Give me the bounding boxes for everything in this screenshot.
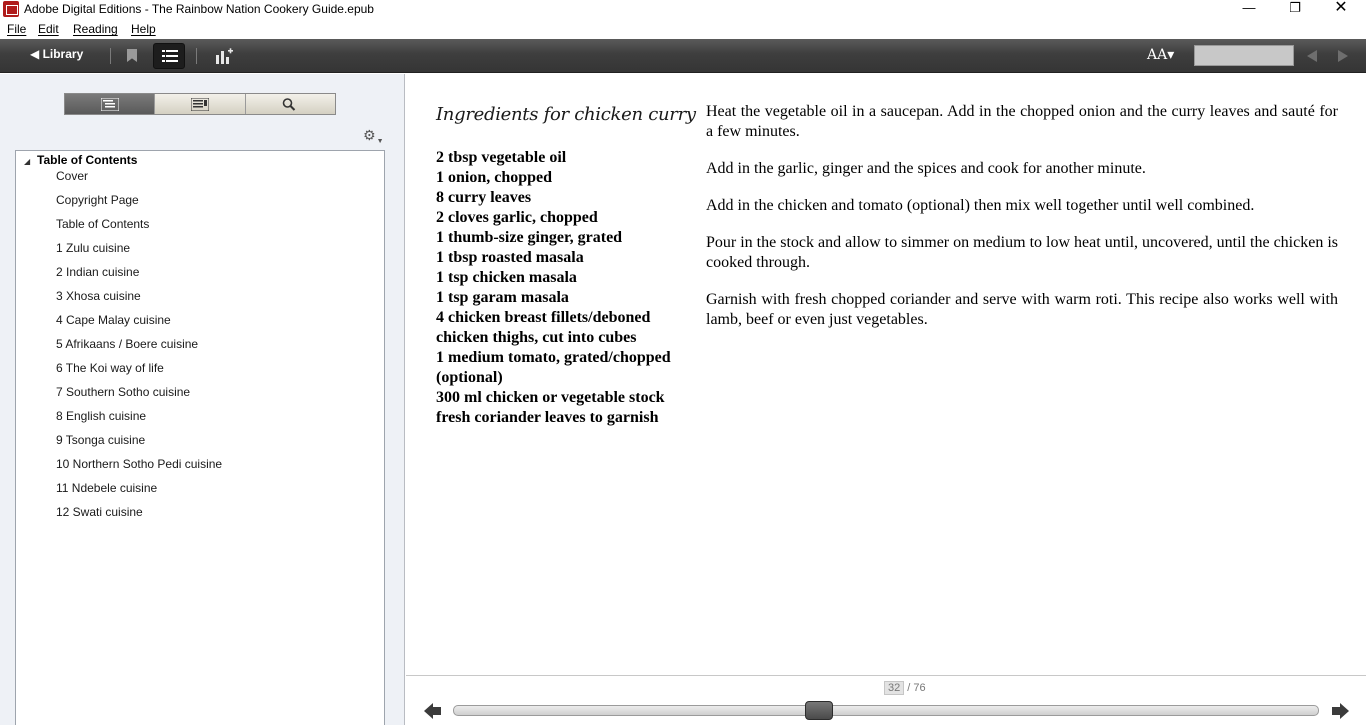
toc-item[interactable]: Table of Contents bbox=[56, 217, 150, 231]
ingredient-item: 1 tsp garam masala bbox=[436, 289, 569, 306]
search-icon bbox=[282, 98, 296, 111]
toc-item[interactable]: 5 Afrikaans / Boere cuisine bbox=[56, 337, 199, 351]
toc-item[interactable]: 4 Cape Malay cuisine bbox=[56, 313, 171, 327]
method-text bbox=[706, 102, 1338, 347]
ingredient-item: fresh coriander leaves to garnish bbox=[436, 409, 659, 426]
page-separator: / bbox=[904, 682, 914, 694]
toc-view-icon bbox=[101, 98, 119, 111]
toc-item[interactable]: 2 Indian cuisine bbox=[56, 265, 140, 279]
ingredient-item: 1 medium tomato, grated/chopped (optional) bbox=[436, 349, 671, 386]
toc-item[interactable]: Copyright Page bbox=[56, 193, 139, 207]
menu-edit[interactable]: Edit bbox=[38, 22, 59, 36]
next-page-arrow-icon[interactable] bbox=[1331, 703, 1349, 719]
next-page-icon[interactable] bbox=[1338, 50, 1348, 62]
menu-bar bbox=[0, 20, 1366, 39]
menu-file[interactable]: File bbox=[7, 22, 27, 36]
sidebar-view-tabs bbox=[64, 93, 336, 115]
ingredients-heading: Ingredients for chicken curry bbox=[436, 104, 696, 125]
minimize-button[interactable]: — bbox=[1242, 0, 1256, 15]
window-title: Adobe Digital Editions - The Rainbow Nation Cookery Guide.epub bbox=[24, 2, 374, 16]
list-icon bbox=[162, 50, 178, 62]
ingredient-item: 2 tbsp vegetable oil bbox=[436, 149, 567, 166]
total-pages: 76 bbox=[913, 682, 926, 694]
chevron-down-icon: ▼ bbox=[376, 138, 384, 145]
method-paragraph: Add in the garlic, ginger and the spices and cook for another minute. bbox=[706, 160, 1146, 177]
toc-toggle-button[interactable] bbox=[153, 43, 185, 69]
toc-item[interactable]: 10 Northern Sotho Pedi cuisine bbox=[56, 457, 223, 471]
bookmarks-view-icon bbox=[191, 98, 209, 111]
ingredient-item: 1 thumb-size ginger, grated bbox=[436, 229, 623, 246]
toc-item[interactable]: 7 Southern Sotho cuisine bbox=[56, 385, 191, 399]
ingredient-item: 1 tsp chicken masala bbox=[436, 269, 577, 286]
toc-root-item[interactable]: Table of Contents bbox=[37, 153, 138, 167]
bookmark-icon[interactable] bbox=[127, 49, 137, 62]
sidebar-settings-button[interactable] bbox=[363, 127, 383, 144]
toc-item[interactable]: 1 Zulu cuisine bbox=[56, 241, 131, 255]
method-paragraph: Heat the vegetable oil in a saucepan. Add in the chopped onion and the curry leaves and sauté for a few minutes. bbox=[706, 103, 1338, 140]
method-paragraph: Pour in the stock and allow to simmer on medium to low heat until, uncovered, until the chicken is cooked through. bbox=[706, 234, 1338, 271]
bar-chart-add-icon[interactable] bbox=[215, 48, 233, 64]
gear-icon: ⚙ bbox=[363, 127, 376, 143]
ingredients-list bbox=[436, 148, 694, 428]
reading-pane bbox=[406, 74, 1366, 675]
ingredient-item: 2 cloves garlic, chopped bbox=[436, 209, 598, 226]
toc-item[interactable]: 8 English cuisine bbox=[56, 409, 147, 423]
title-bar bbox=[0, 0, 1366, 20]
sidebar bbox=[0, 74, 405, 725]
restore-button[interactable]: ❐ bbox=[1289, 0, 1301, 15]
toolbar-separator bbox=[110, 48, 111, 64]
ingredient-item: 4 chicken breast fillets/deboned chicken thighs, cut into cubes bbox=[436, 309, 651, 346]
toc-item[interactable]: 12 Swati cuisine bbox=[56, 505, 143, 519]
toc-panel bbox=[15, 150, 385, 725]
tab-bookmarks[interactable] bbox=[155, 94, 245, 114]
ingredient-item: 1 tbsp roasted masala bbox=[436, 249, 584, 266]
reading-toolbar bbox=[0, 39, 1366, 73]
method-paragraph: Garnish with fresh chopped coriander and serve with warm roti. This recipe also works well with lamb, beef or even just vegetables. bbox=[706, 291, 1338, 328]
ingredient-item: 300 ml chicken or vegetable stock bbox=[436, 389, 665, 406]
toc-item[interactable]: 6 The Koi way of life bbox=[56, 361, 164, 375]
menu-help[interactable]: Help bbox=[131, 22, 156, 36]
menu-reading[interactable]: Reading bbox=[73, 22, 118, 36]
collapse-triangle-icon[interactable]: ◢ bbox=[24, 157, 31, 166]
app-logo-icon bbox=[3, 1, 19, 17]
tab-table-of-contents[interactable] bbox=[65, 94, 155, 114]
tab-search[interactable] bbox=[246, 94, 335, 114]
previous-page-arrow-icon[interactable] bbox=[424, 703, 442, 719]
page-search-field[interactable] bbox=[1194, 45, 1294, 66]
toc-item[interactable]: 9 Tsonga cuisine bbox=[56, 433, 146, 447]
toc-list bbox=[56, 169, 222, 529]
close-button[interactable]: ✕ bbox=[1334, 0, 1348, 16]
method-paragraph: Add in the chicken and tomato (optional) then mix well together until well combined. bbox=[706, 197, 1255, 214]
page-navigation-bar bbox=[406, 675, 1366, 725]
toc-item[interactable]: Cover bbox=[56, 169, 89, 183]
ingredient-item: 1 onion, chopped bbox=[436, 169, 553, 186]
toc-item[interactable]: 11 Ndebele cuisine bbox=[56, 481, 158, 495]
current-page-field[interactable]: 32 bbox=[884, 681, 904, 695]
library-button[interactable]: ◀ Library bbox=[30, 47, 84, 61]
page-scrubber-track[interactable] bbox=[453, 705, 1319, 716]
ingredient-item: 8 curry leaves bbox=[436, 189, 532, 206]
previous-page-icon[interactable] bbox=[1307, 50, 1317, 62]
font-size-button[interactable]: AA▾ bbox=[1147, 47, 1175, 63]
page-counter bbox=[884, 681, 926, 695]
toolbar-separator bbox=[196, 48, 197, 64]
toc-item[interactable]: 3 Xhosa cuisine bbox=[56, 289, 141, 303]
page-scrubber-thumb[interactable] bbox=[805, 701, 833, 720]
